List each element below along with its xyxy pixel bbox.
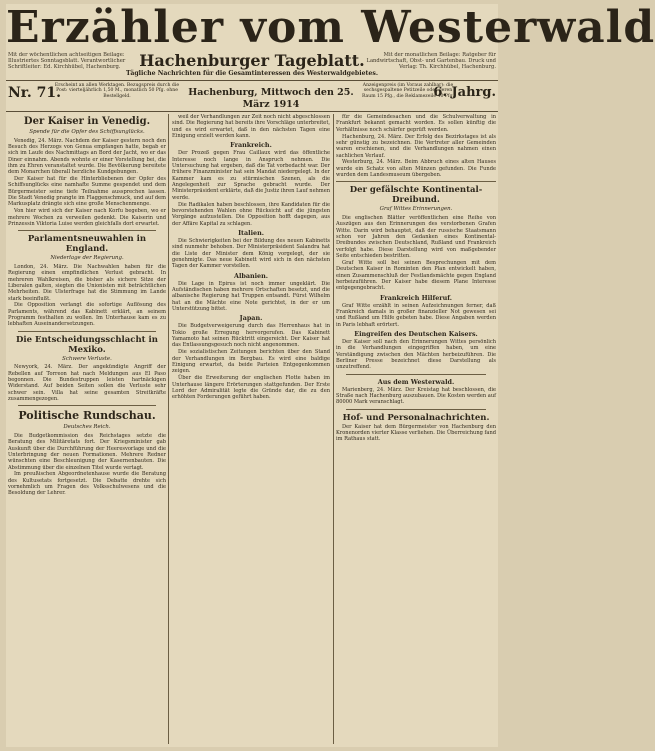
article-paragraph: Hachenburg, 24. März. Der Erfolg des Bezirkstages ist als sehr günstig zu bezeichnen. Die Vertreter aller Gemeinden waren erschienen, und die Verhandlungen nahmen einen sachlichen Verlauf. [336, 133, 496, 159]
article-paragraph: Die Budgetverweigerung durch das Herrenhaus hat in Tokio große Erregung hervorgerufen. Das Kabinett Yamamoto hat seinen Rücktritt eingereicht. Der Kaiser hat das Entlassungsgesuch noch nicht angenommen. [172, 323, 330, 349]
article-subheadline: Schwere Verluste. [62, 355, 112, 362]
article-headline: Die Entscheidungsschlacht in Mexiko. [16, 334, 158, 355]
article-paragraph: Die sozialistischen Zeitungen berichten über den Stand der Verhandlungen im Bergbau. Es wird eine baldige Einigung erwartet, da beide Parteien Entgegenkommen zeigen. [172, 349, 330, 375]
article-headline: Der gefälschte Kontinental-Dreibund. [349, 185, 483, 206]
column-2 [172, 114, 330, 744]
newspaper-page [6, 2, 655, 747]
article-paragraph: London, 24. März. Die Nachwahlen haben für die Regierung einen empfindlichen Verlust gebracht. In mehreren Wahlkreisen, die bisher als sichere Sitze der Liberalen galten, siegten die Unionisten mit beträchtlichen Mehrheiten. Die Ulsterfrage hat die Stimmung im Lande stark beeinflußt. [8, 263, 166, 302]
article-subheadline: Niederlage der Regierung. [50, 255, 124, 262]
section-heading: Aus dem Westerwald. [377, 377, 455, 386]
issue-number: Nr. 71. [8, 85, 61, 101]
article-paragraph: Venedig, 24. März. Nachdem der Kaiser gestern noch den Besuch des Herzogs von Genua empfangen hatte, begab er sich im Laufe des Nachmittags an Bord der Jacht, wo er das Diner einnahm. Abends wohnte er einer Vorstellung bei, die ihm zu Ehren veranstaltet wurde. Die Bevölkerung bereitete dem Monarchen überall herzliche Kundgebungen. [8, 137, 166, 176]
section-divider [336, 181, 496, 182]
article-paragraph: Die Budgetkommission des Reichstages setzte die Beratung des Militäretats fort. Der Kriegsminister gab Auskunft über die Durchführung der Heeresvorlage und die Unterbringung der neuen Formationen. Mehrere Redner wünschten eine Beschleunigung der Kasernenbauten. Die Abstimmung über die einzelnen Titel wurde vertagt. [8, 432, 166, 471]
volume-year: 6. Jahrg. [433, 85, 496, 100]
newspaper-subtitle: Hachenburger Tageblatt. [139, 51, 365, 70]
section-heading: Italien. [238, 229, 264, 237]
article-paragraph: Der Prozeß gegen Frau Caillaux wird das öffentliche Interesse noch lange in Anspruch nehmen. Die Untersuchung hat ergeben, daß die Tat vorbedacht war. Der frühere Finanzminister hat sein Mandat niedergelegt. In der Kammer kam es zu stürmischen Szenen, als die Angelegenheit zur Sprache gebracht wurde. Der Ministerpräsident erklärte, daß die Justiz ihren Lauf nehmen werde. [172, 150, 330, 201]
section-heading: Frankreich. [230, 141, 272, 150]
newspaper-tagline: Tägliche Nachrichten für die Gesamtinteressen des Westerwaldgebietes. [126, 70, 378, 77]
newspaper-title: Erzähler vom Westerwald [6, 2, 655, 53]
section-divider [18, 230, 156, 231]
article-paragraph: Graf Witte erzählt in seinen Aufzeichnungen ferner, daß Frankreich damals in großer finanzieller Not gewesen sei und Rußland um Hilfe gebeten habe. Diese Angaben werden in Paris lebhaft erörtert. [336, 302, 496, 328]
section-heading: Japan. [239, 314, 263, 323]
article-headline: Hof- und Personalnachrichten. [342, 412, 490, 423]
article-headline: Der Kaiser in Venedig. [23, 116, 151, 127]
article-subheadline: Graf Wittes Erinnerungen. [379, 206, 453, 213]
article-subheadline: Deutsches Reich. [63, 424, 111, 431]
article-paragraph: Graf Witte soll bei seinen Besprechungen mit dem Deutschen Kaiser in Rominten den Plan entwickelt haben, einen Zusammenschluß der Festlandsmächte gegen England herbeizuführen. Der Kaiser habe diesem Plane Interesse entgegengebracht. [336, 259, 496, 292]
section-divider [18, 405, 156, 406]
column-3 [336, 114, 496, 744]
article-paragraph: Die Lage in Epirus ist noch immer ungeklärt. Die Aufständischen haben mehrere Ortschaften besetzt, und die albanische Regierung hat Truppen entsandt. Fürst Wilhelm hat an die Mächte eine Note gerichtet, in der er um Unterstützung bittet. [172, 280, 330, 313]
article-paragraph: Die Opposition verlangt die sofortige Auflösung des Parlaments, während das Kabinett erklärt, an seinem Programm festhalten zu wollen. Im Unterhause kam es zu lebhaften Auseinandersetzungen. [8, 302, 166, 328]
column-1 [8, 114, 166, 744]
masthead-left-note: Mit der wöchentlichen achtseitigen Beilage: Illustriertes Sonntagsblatt. Verantwortlicher Schriftleiter: Ed. Kirchhübel, Hachenburg. [8, 52, 126, 70]
section-divider [346, 374, 486, 375]
article-paragraph: Westerburg, 24. März. Beim Abbruch eines alten Hauses wurde ein Schatz von alten Münzen gefunden. Die Funde wurden dem Landesmuseum übergeben. [336, 159, 496, 179]
section-heading: Frankreich Hilferuf. [379, 293, 453, 302]
masthead [6, 2, 655, 112]
section-divider [346, 409, 486, 410]
article-headline: Politische Rundschau. [18, 409, 156, 423]
advertising-price-info: Anzeigenpreis (im Voraus zahlbar): die sechsgespaltene Petitzeile oder deren Raum 15 Pfg., die Reklamezeile 40 Pfg. [361, 83, 455, 99]
column-divider [333, 114, 334, 744]
article-paragraph: Marienberg, 24. März. Der Kreistag hat beschlossen, die Straße nach Hachenburg auszubauen. Die Kosten werden auf 80000 Mark veranschlagt. [336, 386, 496, 406]
article-paragraph: weil der Verhandlungen zur Zeit noch nicht abgeschlossen sind. Die Regierung hat bereits ihre Vorschläge unterbreitet, und es wird erwartet, daß in den nächsten Tagen eine Einigung erzielt werden kann. [172, 114, 330, 140]
article-headline: Parlamentsneuwahlen in England. [27, 234, 147, 255]
article-paragraph: Die Schwierigkeiten bei der Bildung des neuen Kabinetts sind nunmehr behoben. Der Ministerpräsident Salandra hat die Liste der Minister dem König vorgelegt, der sie genehmigte. Das neue Kabinett wird sich in den nächsten Tagen der Kammer vorstellen. [172, 238, 330, 270]
article-paragraph: Der Kaiser soll nach den Erinnerungen Wittes persönlich in die Verhandlungen eingegriffen haben, um eine Verständigung zwischen den Mächten herbeizuführen. Die Berliner Presse bezeichnet diese Darstellung als unzutreffend. [336, 338, 496, 371]
column-divider [168, 114, 169, 744]
section-divider [18, 331, 156, 332]
article-subheadline: Spende für die Opfer des Schiffsunglücks. [29, 129, 145, 135]
article-paragraph: Die Radikalen haben beschlossen, ihre Kandidaten für die bevorstehenden Wahlen ohne Rücksicht auf die jüngsten Vorgänge aufzustellen. Die Opposition hofft dagegen, aus der Affäre Kapital zu schlagen. [172, 201, 330, 227]
section-heading: Eingreifen des Deutschen Kaisers. [354, 329, 478, 338]
article-paragraph: Newyork, 24. März. Der angekündigte Angriff der Rebellen auf Torreon hat nach Meldungen aus El Paso begonnen. Die Bundestruppen leisten hartnäckigen Widerstand. Auf beiden Seiten sollen die Verluste sehr schwer sein. Villa hat seine gesamten Streitkräfte zusammengezogen. [8, 364, 166, 402]
article-paragraph: Über die Erweiterung der englischen Flotte haben im Unterhause längere Erörterungen stattgefunden. Der Erste Lord der Admiralität legte die Gründe dar, die zu den erhöhten Forderungen geführt haben. [172, 375, 330, 401]
article-paragraph: Die englischen Blätter veröffentlichen eine Reihe von Auszügen aus den Erinnerungen des verstorbenen Grafen Witte. Darin wird behauptet, daß der russische Staatsmann schon vor Jahren den Gedanken eines Kontinental-Dreibundes zwischen Deutschland, Rußland und Frankreich verfolgt habe. Diese Darstellung wird von maßgebender Seite entschieden bestritten. [336, 214, 496, 259]
article-paragraph: Im preußischen Abgeordnetenhause wurde die Beratung des Kultusetats fortgesetzt. Die Debatte drehte sich vornehmlich um Fragen des Volksschulwesens und die Besoldung der Lehrer. [8, 471, 166, 497]
issue-date: Hachenburg, Mittwoch den 25. März 1914 [188, 87, 354, 110]
subscription-info: Erscheint an allen Werktagen. Bezugspreis durch die Post: vierteljährlich 1,50 M., monatlich 50 Pfg. ohne Bestellgeld. [54, 83, 180, 99]
article-paragraph: Der Kaiser hat dem Bürgermeister von Hachenburg den Kronenorden vierter Klasse verliehen. Die Überreichung fand im Rathaus statt. [336, 423, 496, 443]
article-paragraph: Der Kaiser hat für die Hinterbliebenen der Opfer des Schiffsunglücks eine namhafte Summe gespendet und dem Bürgermeister seine tiefe Teilnahme aussprechen lassen. Die Stadt Venedig prangte im Flaggenschmuck, und auf dem Markusplatz drängte sich eine große Menschenmenge. [8, 176, 166, 208]
article-paragraph: für die Gemeindesachen und die Schulverwaltung in Frankfurt bekannt gemacht worden. Es sollen künftig die Verhältnisse noch schärfer geprüft werden. [336, 114, 496, 133]
section-heading: Albanien. [233, 271, 268, 280]
article-paragraph: Von hier wird sich der Kaiser nach Korfu begeben, wo er mehrere Wochen zu verweilen gedenkt. Die Kaiserin und Prinzessin Viktoria Luise werden gleichfalls dort erwartet. [8, 208, 166, 227]
masthead-right-note: Mit der monatlichen Beilage: Ratgeber für Landwirtschaft, Obst- und Gartenbau. Druck und Verlag: Th. Kirchhübel, Hachenburg. [366, 52, 496, 70]
date-bar [6, 80, 498, 110]
